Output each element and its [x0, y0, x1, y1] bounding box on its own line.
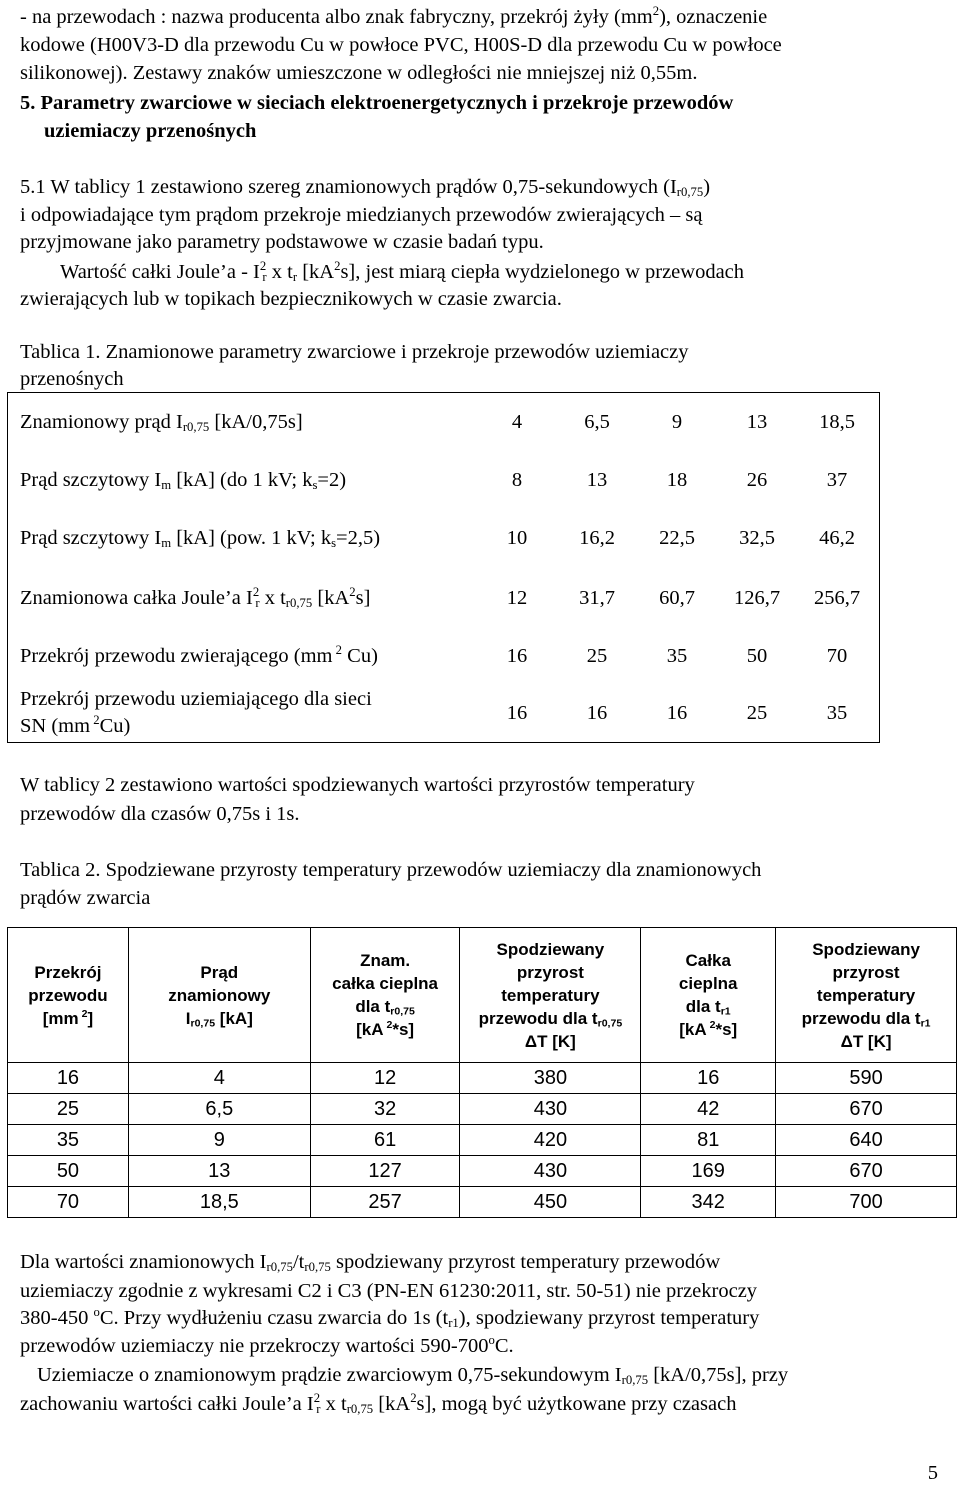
col-header-heat-integral-1s: Całka cieplna dla $t_{r1}$ [kA $^2$*s]: [641, 928, 776, 1063]
para-table2-intro-line-2: przewodów dla czasów 0,75s i 1s.: [20, 803, 300, 825]
row-label: Znamionowa całka Joule’a $I^2_r$ x $t_{r0,75}$ $[kA^2s]$: [20, 584, 371, 611]
cell: 50: [746, 645, 768, 667]
table-row: [8, 1125, 957, 1156]
row-label: Przekrój przewodu uziemiającego dla sieci: [20, 688, 372, 710]
col-header-rated-heat-integral: Znam. całka cieplna dla $t_{r0,75}$ [kA $^2$*s]: [310, 928, 460, 1063]
cell: 46,2: [819, 527, 855, 549]
table2-caption: Tablica 2. Spodziewane przyrosty temperatury przewodów uziemiaczy dla znamionowych: [20, 859, 762, 881]
cell: 380: [460, 1063, 641, 1094]
cell: 10: [506, 527, 528, 549]
cell: 9: [671, 411, 683, 433]
cell: 430: [460, 1156, 641, 1187]
table2-caption-line-2: prądów zwarcia: [20, 887, 151, 909]
col-header-cross-section: Przekrój przewodu [mm $^2$]: [8, 928, 129, 1063]
cell: 342: [641, 1187, 776, 1218]
table-row: [8, 1063, 957, 1094]
cell: 31,7: [579, 587, 615, 609]
cell: 257: [310, 1187, 460, 1218]
cell: 70: [8, 1187, 129, 1218]
cell: 26: [746, 469, 768, 491]
para-after-table2-line-3: 380-450 $^o$C. Przy wydłużeniu czasu zwarcia do 1s $(t_{r1})$, spodziewany przyrost temperatury: [20, 1304, 760, 1331]
cell: 32,5: [739, 527, 775, 549]
cell: 16,2: [579, 527, 615, 549]
cell: 16: [641, 1063, 776, 1094]
cell: 16: [506, 645, 528, 667]
table-2: [7, 927, 957, 1218]
row-label: Prąd szczytowy $I_m$ [kA] (do 1 kV; $k_s=2$): [20, 469, 347, 493]
cell: 16: [8, 1063, 129, 1094]
cell: 35: [8, 1125, 129, 1156]
cell: 22,5: [659, 527, 695, 549]
cell: 25: [746, 702, 768, 724]
para-table2-intro: W tablicy 2 zestawiono wartości spodziewanych wartości przyrostów temperatury: [20, 774, 695, 796]
cell: 6,5: [584, 411, 610, 433]
cell: 670: [776, 1156, 957, 1187]
joule-line-2: zwierających lub w topikach bezpiecznikowych w czasie zwarcia.: [20, 288, 562, 310]
cell: 13: [746, 411, 768, 433]
table-row: [8, 1156, 957, 1187]
row-label: Znamionowy prąd $I_{r0,75}$ [kA/0,75s]: [20, 411, 303, 435]
cell: 13: [128, 1156, 310, 1187]
final-para-line-1: Uziemiacze o znamionowym prądzie zwarciowym 0,75-sekundowym $I_{r0,75}$ [kA/0,75s], przy: [37, 1364, 789, 1388]
cell: 32: [310, 1094, 460, 1125]
section-heading: 5. Parametry zwarciowe w sieciach elektroenergetycznych i przekroje przewodów: [20, 92, 734, 114]
cell: 430: [460, 1094, 641, 1125]
cell: 8: [511, 469, 523, 491]
table1-caption-line-2: przenośnych: [20, 368, 124, 390]
row-label-line-2: SN (mm $^2$Cu): [20, 712, 131, 737]
cell: 590: [776, 1063, 957, 1094]
joule-line-1: Wartość całki Joule’a - $I^2_r$ x $t_r$ $[kA^2s]$, jest miarą ciepła wydzielonego w przewodach: [60, 258, 745, 285]
col-header-temp-rise-075: Spodziewany przyrost temperatury przewodu dla $t_{r0,75}$ ΔT [K]: [460, 928, 641, 1063]
cell: 670: [776, 1094, 957, 1125]
cell: 35: [666, 645, 688, 667]
page-number: 5: [927, 1462, 938, 1484]
cell: 81: [641, 1125, 776, 1156]
cell: 16: [506, 702, 528, 724]
cell: 9: [128, 1125, 310, 1156]
cell: 4: [128, 1063, 310, 1094]
para-5-1-line-1: 5.1 W tablicy 1 zestawiono szereg znamionowych prądów 0,75-sekundowych $(I_{r0,75})$: [20, 176, 711, 200]
cell: 16: [586, 702, 608, 724]
intro-line-2: kodowe (H00V3-D dla przewodu Cu w powłoce PVC, H00S-D dla przewodu Cu w powłoce: [20, 34, 782, 56]
cell: 61: [310, 1125, 460, 1156]
cell: 450: [460, 1187, 641, 1218]
cell: 18,5: [128, 1187, 310, 1218]
cell: 127: [310, 1156, 460, 1187]
cell: 12: [506, 587, 528, 609]
table-row: [8, 1094, 957, 1125]
cell: 18,5: [819, 411, 855, 433]
cell: 18: [666, 469, 688, 491]
col-header-temp-rise-1s: Spodziewany przyrost temperatury przewodu dla $t_{r1}$ ΔT [K]: [776, 928, 957, 1063]
para-5-1-line-3: przyjmowane jako parametry podstawowe w czasie badań typu.: [20, 231, 544, 253]
cell: 169: [641, 1156, 776, 1187]
cell: 256,7: [813, 587, 861, 609]
cell: 700: [776, 1187, 957, 1218]
table-1: [7, 392, 880, 743]
intro-line-3: silikonowej). Zestawy znaków umieszczone w odległości nie mniejszej niż 0,55m.: [20, 62, 698, 84]
para-after-table2-line-2: uziemiaczy zgodnie z wykresami C2 i C3 (PN-EN 61230:2011, str. 50-51) nie przekroczy: [20, 1280, 758, 1302]
cell: 4: [511, 411, 523, 433]
cell: 37: [826, 469, 848, 491]
table1-caption: Tablica 1. Znamionowe parametry zwarciowe i przekroje przewodów uziemiaczy: [20, 341, 689, 363]
cell: 126,7: [733, 587, 781, 609]
cell: 70: [826, 645, 848, 667]
cell: 6,5: [128, 1094, 310, 1125]
cell: 35: [826, 702, 848, 724]
cell: 13: [586, 469, 608, 491]
cell: 640: [776, 1125, 957, 1156]
cell: 25: [8, 1094, 129, 1125]
cell: 420: [460, 1125, 641, 1156]
cell: 42: [641, 1094, 776, 1125]
intro-line-1: - na przewodach : nazwa producenta albo znak fabryczny, przekrój żyły $(mm^2)$, oznaczenie: [20, 3, 768, 28]
para-after-table2-line-4: przewodów uziemiaczy nie przekroczy wartości 590-700$^o$C.: [20, 1332, 514, 1357]
cell: 25: [586, 645, 608, 667]
cell: 16: [666, 702, 688, 724]
cell: 50: [8, 1156, 129, 1187]
col-header-rated-current: Prąd znamionowy $I_{r0,75}$ [kA]: [128, 928, 310, 1063]
para-5-1-line-2: i odpowiadające tym prądom przekroje miedzianych przewodów zwierających – są: [20, 204, 703, 226]
section-heading-line-2: uziemiaczy przenośnych: [44, 120, 257, 142]
row-label: Prąd szczytowy $I_m$ [kA] (pow. 1 kV; $k_s=2,5$): [20, 527, 381, 551]
table2-header-row: [8, 928, 957, 1063]
cell: 12: [310, 1063, 460, 1094]
row-label: Przekrój przewodu zwierającego (mm $^2$ Cu): [20, 642, 378, 667]
final-para-line-2: zachowaniu wartości całki Joule’a $I^2_r$ x $t_{r0,75}$ $[kA^2s]$, mogą być użytkowane przy czasach: [20, 1390, 737, 1417]
para-after-table2-line-1: Dla wartości znamionowych $I_{r0,75}/t_{r0,75}$ spodziewany przyrost temperatury przewodów: [20, 1251, 721, 1275]
cell: 60,7: [659, 587, 695, 609]
table-row: [8, 1187, 957, 1218]
